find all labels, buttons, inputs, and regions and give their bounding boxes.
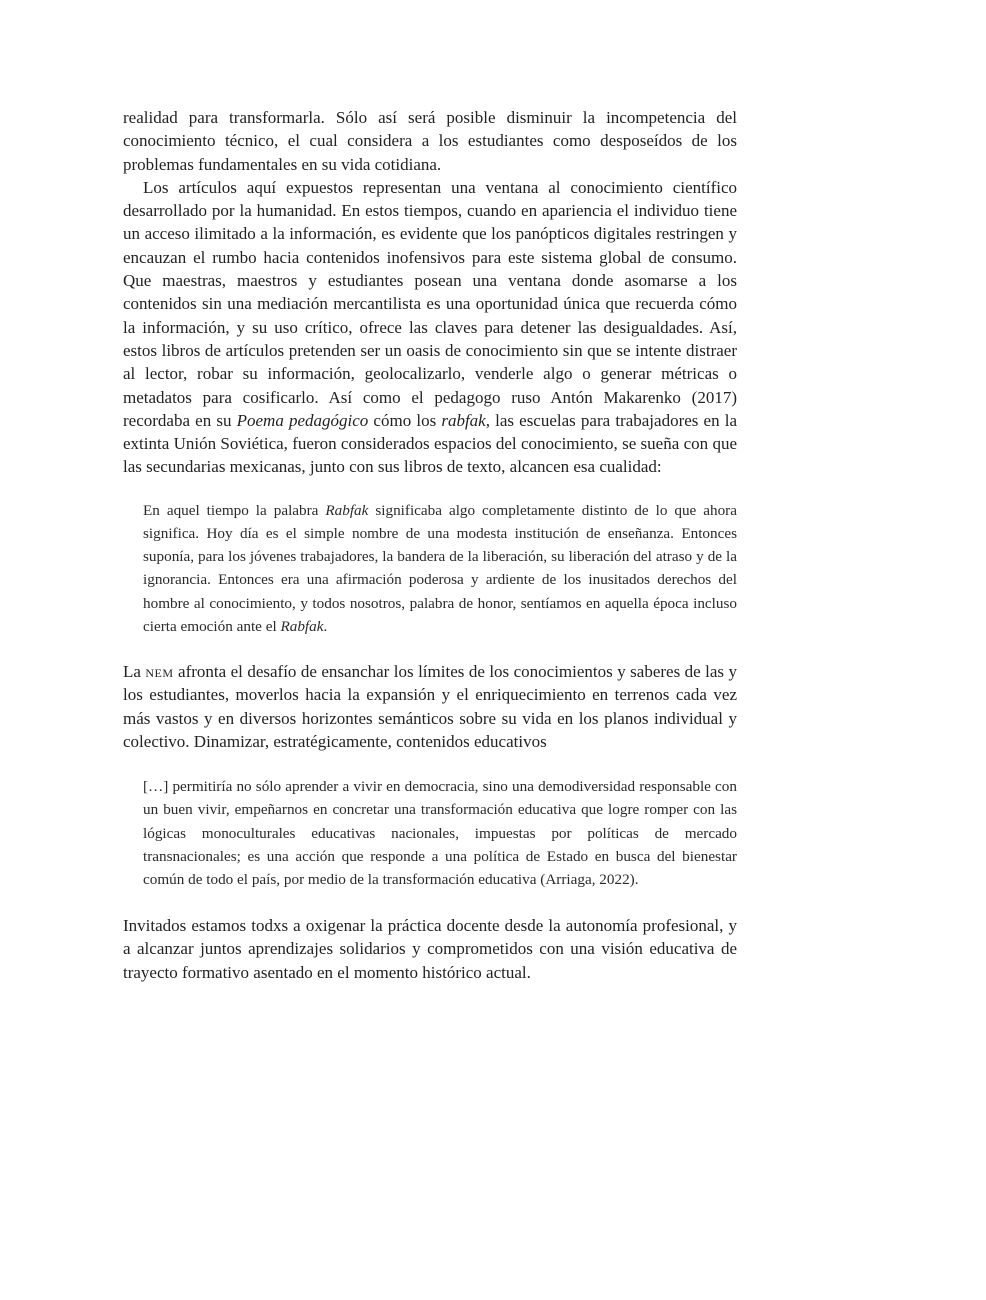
paragraph-2-text-b: cómo los xyxy=(368,410,442,430)
quote-1-term-rabfak: Rabfak xyxy=(325,501,369,519)
term-rabfak: rabfak xyxy=(441,410,486,430)
block-quote-arriaga: […] permitiría no sólo aprender a vivir en democracia, sino una demodiversidad responsable con un buen vivir, empeñarnos en concretar una transformación educativa que logre romper con las lógicas monoculturales educativas nacionales, impuestas por políticas de mercado transnacionales; es una acción que responde a una política de Estado en busca del bienestar común de todo el país, por medio de la transformación educativa (Arriaga, 2022). xyxy=(143,778,737,888)
paragraph-4: Invitados estamos todxs a oxigenar la práctica docente desde la autonomía profesional, y a alcanzar juntos aprendizajes solidarios y comprometidos con una visión educativa de trayecto formativo asentado en el momento histórico actual. xyxy=(123,916,737,982)
paragraph-1: realidad para transformarla. Sólo así será posible disminuir la incompetencia del conocimiento técnico, el cual considera a los estudiantes como desposeídos de los problemas fundamentales en su vida cotidiana. xyxy=(123,108,737,174)
document-page xyxy=(123,106,737,984)
paragraph-3-text-b: afronta el desafío de ensanchar los límites de los conocimientos y saberes de las y los estudiantes, moverlos hacia la expansión y el enriquecimiento en terrenos cada vez más vastos y en diversos horizontes semánticos sobre su vida en los planos individual y colectivo. Dinamizar, estratégicamente, contenidos educativos xyxy=(123,661,737,751)
paragraph-2-text-c: , las escuelas para trabajadores en la extinta Unión Soviética, fueron considerados espacios del conocimiento, se sueña con que las secundarias mexicanas, junto con sus libros de texto, alcancen esa cualidad: xyxy=(123,410,737,477)
paragraph-3-text-a: La xyxy=(123,661,146,681)
quote-1-text-a: En aquel tiempo la palabra xyxy=(143,501,326,519)
paragraph-3 xyxy=(123,660,737,753)
paragraph-2 xyxy=(123,176,737,479)
block-quote-makarenko xyxy=(123,499,737,638)
paragraph-2-text-a: Los artículos aquí expuestos representan una ventana al conocimiento científico desarrollado por la humanidad. En estos tiempos, cuando en apariencia el individuo tiene un acceso ilimitado a la información, es evidente que los panópticos digitales restringen y encauzan el rumbo hacia contenidos inofensivos para este sistema global de consumo. Que maestras, maestros y estudiantes posean una ventana donde asomarse a los contenidos sin una mediación mercantilista es una oportunidad única que recuerda cómo la información, y su uso crítico, ofrece las claves para detener las desigualdades. Así, estos libros de artículos pretenden ser un oasis de conocimiento sin que se intente distraer al lector, robar su información, geolocalizarlo, venderle algo o generar métricas o metadatos para cosificarlo. Así como el pedagogo ruso Antón Makarenko (2017) recordaba en su xyxy=(123,177,737,430)
quote-1-text-b: significaba algo completamente distinto de lo que ahora significa. Hoy día es el simple nombre de una modesta institución de enseñanza. Entonces suponía, para los jóvenes trabajadores, la bandera de la liberación, su liberación del atraso y de la ignorancia. Entonces era una afirmación poderosa y ardiente de los inusitados derechos del hombre al conocimiento, y todos nosotros, palabra de honor, sentíamos en aquella época incluso cierta emoción ante el xyxy=(143,501,737,635)
quote-1-term-rabfak-2: Rabfak xyxy=(280,617,324,635)
quote-1-text-c: . xyxy=(323,617,328,635)
acronym-nem: nem xyxy=(145,661,174,681)
book-title-poema-pedagogico: Poema pedagógico xyxy=(236,410,369,430)
